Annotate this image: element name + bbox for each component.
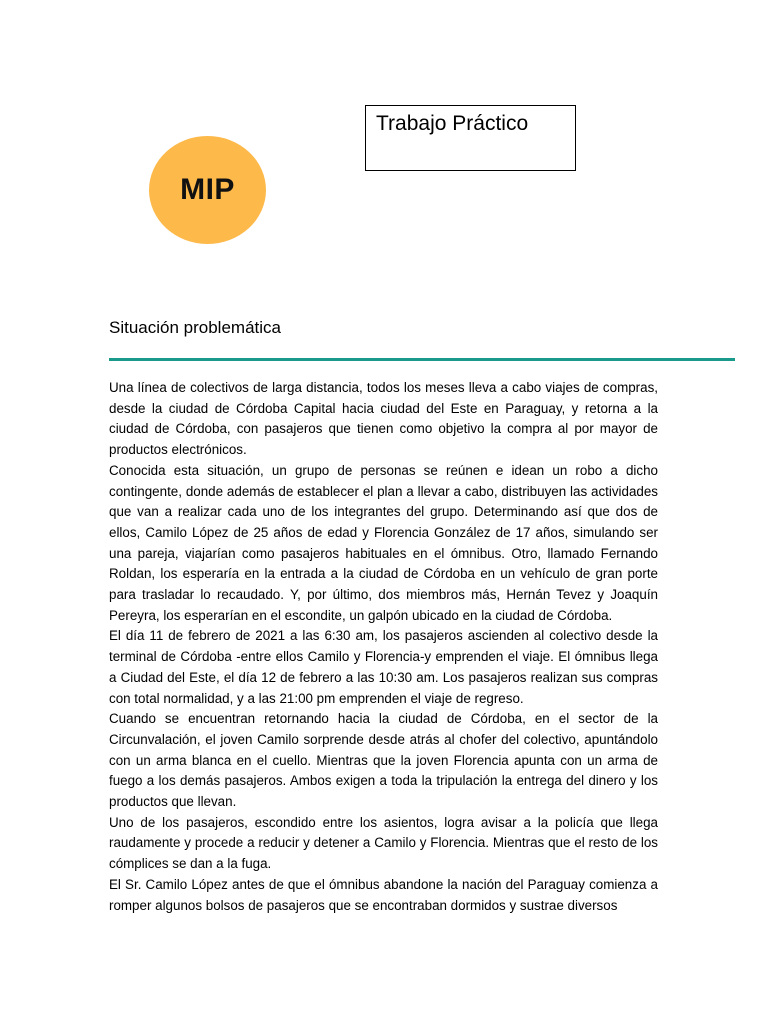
paragraph: Cuando se encuentran retornando hacia la ciudad de Córdoba, en el sector de la Circunvalación, el joven Camilo sorprende desde atrás al chofer del colectivo, apuntándolo con un arma blanca en el cuello. Mientras que la joven Florencia apunta con un arma de fuego a los demás pasajeros. Ambos exigen a toda la tripulación la entrega del dinero y los productos que llevan. xyxy=(109,711,658,810)
title-box xyxy=(365,105,576,171)
section-divider xyxy=(109,358,735,361)
section-heading: Situación problemática xyxy=(109,318,281,337)
body-text xyxy=(109,378,658,916)
logo-text: MIP xyxy=(180,173,235,206)
paragraph: El Sr. Camilo López antes de que el ómnibus abandone la nación del Paraguay comienza a romper algunos bolsos de pasajeros que se encontraban dormidos y sustrae diversos xyxy=(109,876,658,913)
paragraph: Uno de los pasajeros, escondido entre los asientos, logra avisar a la policía que llega raudamente y procede a reducir y detener a Camilo y Florencia. Mientras que el resto de los cómplices se dan a la fuga. xyxy=(109,814,658,872)
paragraph: El día 11 de febrero de 2021 a las 6:30 am, los pasajeros ascienden al colectivo desde la terminal de Córdoba -entre ellos Camilo y Florencia-y emprenden el viaje. El ómnibus llega a Ciudad del Este, el día 12 de febrero a las 10:30 am. Los pasajeros realizan sus compras con total normalidad, y a las 21:00 pm emprenden el viaje de regreso. xyxy=(109,628,658,706)
paragraph: Una línea de colectivos de larga distancia, todos los meses lleva a cabo viajes de compras, desde la ciudad de Córdoba Capital hacia ciudad del Este en Paraguay, y retorna a la ciudad de Córdoba, con pasajeros que tienen como objetivo la compra al por mayor de productos electrónicos. xyxy=(109,380,658,458)
mip-logo xyxy=(149,136,266,244)
page-title: Trabajo Práctico xyxy=(376,112,529,135)
paragraph: Conocida esta situación, un grupo de personas se reúnen e idean un robo a dicho contingente, donde además de establecer el plan a llevar a cabo, distribuyen las actividades que van a realizar cada uno de los integrantes del grupo. Determinando así que dos de ellos, Camilo López de 25 años de edad y Florencia González de 17 años, simulando ser una pareja, viajarían como pasajeros habituales en el ómnibus. Otro, llamado Fernando Roldan, los esperaría en la entrada a la ciudad de Córdoba en un vehículo de gran porte para trasladar lo recaudado. Y, por último, dos miembros más, Hernán Tevez y Joaquín Pereyra, los esperarían en el escondite, un galpón ubicado en la ciudad de Córdoba. xyxy=(109,462,658,623)
